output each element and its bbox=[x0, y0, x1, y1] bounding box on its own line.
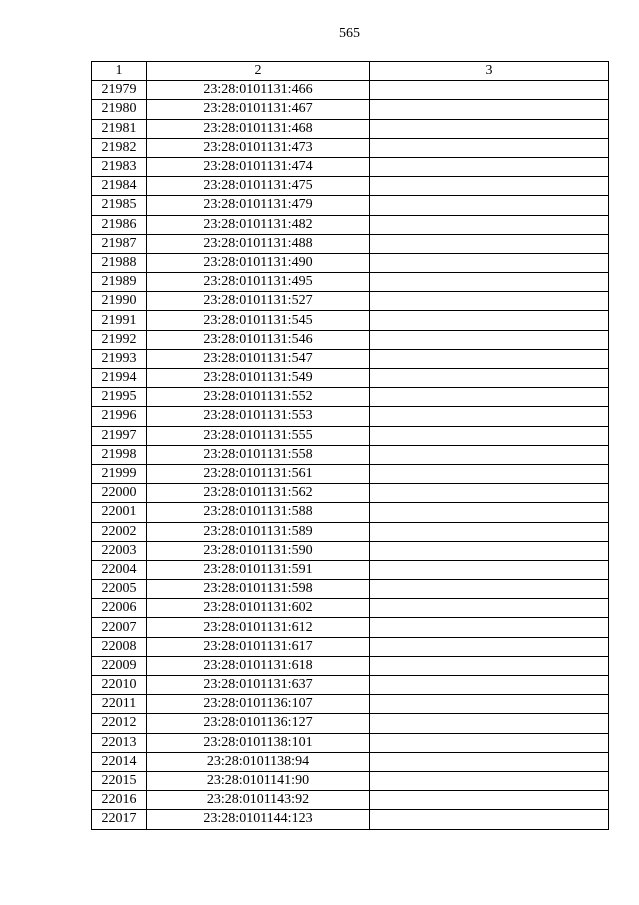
row-number-cell: 21986 bbox=[92, 215, 147, 234]
note-cell bbox=[370, 637, 609, 656]
note-cell bbox=[370, 157, 609, 176]
table-row bbox=[92, 637, 609, 656]
cadastral-number-cell: 23:28:0101131:618 bbox=[147, 656, 370, 675]
note-cell bbox=[370, 733, 609, 752]
table-row bbox=[92, 733, 609, 752]
cadastral-number-cell: 23:28:0101131:588 bbox=[147, 503, 370, 522]
note-cell bbox=[370, 369, 609, 388]
table-row bbox=[92, 119, 609, 138]
table-row bbox=[92, 560, 609, 579]
table-row bbox=[92, 215, 609, 234]
row-number-cell: 21995 bbox=[92, 388, 147, 407]
cadastral-number-cell: 23:28:0101136:127 bbox=[147, 714, 370, 733]
table-row bbox=[92, 810, 609, 829]
row-number-cell: 22000 bbox=[92, 484, 147, 503]
table-row bbox=[92, 618, 609, 637]
table-row bbox=[92, 196, 609, 215]
cadastral-number-cell: 23:28:0101131:558 bbox=[147, 445, 370, 464]
cadastral-number-cell: 23:28:0101131:475 bbox=[147, 177, 370, 196]
row-number-cell: 22007 bbox=[92, 618, 147, 637]
row-number-cell: 22002 bbox=[92, 522, 147, 541]
row-number-cell: 21991 bbox=[92, 311, 147, 330]
note-cell bbox=[370, 445, 609, 464]
note-cell bbox=[370, 676, 609, 695]
header-row bbox=[92, 62, 609, 81]
row-number-cell: 21983 bbox=[92, 157, 147, 176]
table-row bbox=[92, 791, 609, 810]
table-row bbox=[92, 311, 609, 330]
cadastral-number-cell: 23:28:0101131:545 bbox=[147, 311, 370, 330]
note-cell bbox=[370, 234, 609, 253]
note-cell bbox=[370, 580, 609, 599]
table-row bbox=[92, 81, 609, 100]
note-cell bbox=[370, 714, 609, 733]
row-number-cell: 22009 bbox=[92, 656, 147, 675]
cadastral-number-cell: 23:28:0101131:467 bbox=[147, 100, 370, 119]
table-row bbox=[92, 292, 609, 311]
table-body bbox=[92, 81, 609, 829]
table-row bbox=[92, 484, 609, 503]
note-cell bbox=[370, 81, 609, 100]
note-cell bbox=[370, 119, 609, 138]
note-cell bbox=[370, 771, 609, 790]
cadastral-number-cell: 23:28:0101131:546 bbox=[147, 330, 370, 349]
note-cell bbox=[370, 656, 609, 675]
cadastral-number-cell: 23:28:0101131:589 bbox=[147, 522, 370, 541]
note-cell bbox=[370, 407, 609, 426]
row-number-cell: 22015 bbox=[92, 771, 147, 790]
note-cell bbox=[370, 349, 609, 368]
row-number-cell: 21985 bbox=[92, 196, 147, 215]
row-number-cell: 21984 bbox=[92, 177, 147, 196]
table-row bbox=[92, 426, 609, 445]
table-row bbox=[92, 771, 609, 790]
cadastral-number-cell: 23:28:0101131:561 bbox=[147, 464, 370, 483]
table-row bbox=[92, 349, 609, 368]
note-cell bbox=[370, 177, 609, 196]
row-number-cell: 22005 bbox=[92, 580, 147, 599]
cadastral-number-cell: 23:28:0101131:598 bbox=[147, 580, 370, 599]
table-row bbox=[92, 138, 609, 157]
table-row bbox=[92, 407, 609, 426]
note-cell bbox=[370, 503, 609, 522]
cadastral-number-cell: 23:28:0101131:555 bbox=[147, 426, 370, 445]
cadastral-number-cell: 23:28:0101143:92 bbox=[147, 791, 370, 810]
row-number-cell: 22004 bbox=[92, 560, 147, 579]
row-number-cell: 21990 bbox=[92, 292, 147, 311]
table-row bbox=[92, 253, 609, 272]
table-row bbox=[92, 599, 609, 618]
cadastral-number-cell: 23:28:0101138:101 bbox=[147, 733, 370, 752]
row-number-cell: 21987 bbox=[92, 234, 147, 253]
cadastral-number-cell: 23:28:0101131:602 bbox=[147, 599, 370, 618]
row-number-cell: 22013 bbox=[92, 733, 147, 752]
table-row bbox=[92, 522, 609, 541]
cadastral-number-cell: 23:28:0101141:90 bbox=[147, 771, 370, 790]
cadastral-number-cell: 23:28:0101131:466 bbox=[147, 81, 370, 100]
table-row bbox=[92, 388, 609, 407]
row-number-cell: 21992 bbox=[92, 330, 147, 349]
cadastral-number-cell: 23:28:0101131:562 bbox=[147, 484, 370, 503]
table-row bbox=[92, 445, 609, 464]
row-number-cell: 22017 bbox=[92, 810, 147, 829]
cadastral-number-cell: 23:28:0101131:527 bbox=[147, 292, 370, 311]
header-cell-1: 1 bbox=[92, 62, 147, 81]
table-row bbox=[92, 157, 609, 176]
row-number-cell: 21998 bbox=[92, 445, 147, 464]
cadastral-number-cell: 23:28:0101131:612 bbox=[147, 618, 370, 637]
note-cell bbox=[370, 196, 609, 215]
row-number-cell: 21988 bbox=[92, 253, 147, 272]
row-number-cell: 22016 bbox=[92, 791, 147, 810]
table-row bbox=[92, 714, 609, 733]
note-cell bbox=[370, 695, 609, 714]
cadastral-number-cell: 23:28:0101131:490 bbox=[147, 253, 370, 272]
note-cell bbox=[370, 752, 609, 771]
row-number-cell: 21993 bbox=[92, 349, 147, 368]
note-cell bbox=[370, 618, 609, 637]
table-row bbox=[92, 234, 609, 253]
cadastral-number-cell: 23:28:0101138:94 bbox=[147, 752, 370, 771]
cadastral-number-cell: 23:28:0101131:473 bbox=[147, 138, 370, 157]
register-table bbox=[91, 61, 609, 830]
row-number-cell: 21981 bbox=[92, 119, 147, 138]
cadastral-number-cell: 23:28:0101131:474 bbox=[147, 157, 370, 176]
cadastral-number-cell: 23:28:0101131:590 bbox=[147, 541, 370, 560]
table-row bbox=[92, 752, 609, 771]
row-number-cell: 21982 bbox=[92, 138, 147, 157]
table-row bbox=[92, 695, 609, 714]
note-cell bbox=[370, 810, 609, 829]
cadastral-number-cell: 23:28:0101131:553 bbox=[147, 407, 370, 426]
table-row bbox=[92, 656, 609, 675]
row-number-cell: 21980 bbox=[92, 100, 147, 119]
table-row bbox=[92, 676, 609, 695]
note-cell bbox=[370, 100, 609, 119]
row-number-cell: 21989 bbox=[92, 273, 147, 292]
cadastral-number-cell: 23:28:0101131:482 bbox=[147, 215, 370, 234]
table-row bbox=[92, 273, 609, 292]
note-cell bbox=[370, 560, 609, 579]
table-row bbox=[92, 541, 609, 560]
table-row bbox=[92, 580, 609, 599]
table-row bbox=[92, 369, 609, 388]
note-cell bbox=[370, 330, 609, 349]
note-cell bbox=[370, 253, 609, 272]
table-row bbox=[92, 100, 609, 119]
header-cell-2: 2 bbox=[147, 62, 370, 81]
cadastral-number-cell: 23:28:0101131:549 bbox=[147, 369, 370, 388]
row-number-cell: 21979 bbox=[92, 81, 147, 100]
note-cell bbox=[370, 215, 609, 234]
cadastral-number-cell: 23:28:0101131:591 bbox=[147, 560, 370, 579]
row-number-cell: 22010 bbox=[92, 676, 147, 695]
table-row bbox=[92, 503, 609, 522]
note-cell bbox=[370, 388, 609, 407]
row-number-cell: 22011 bbox=[92, 695, 147, 714]
cadastral-number-cell: 23:28:0101144:123 bbox=[147, 810, 370, 829]
cadastral-number-cell: 23:28:0101131:637 bbox=[147, 676, 370, 695]
table-row bbox=[92, 464, 609, 483]
note-cell bbox=[370, 541, 609, 560]
table-row bbox=[92, 177, 609, 196]
header-cell-3: 3 bbox=[370, 62, 609, 81]
table-row bbox=[92, 330, 609, 349]
note-cell bbox=[370, 292, 609, 311]
row-number-cell: 22012 bbox=[92, 714, 147, 733]
row-number-cell: 21999 bbox=[92, 464, 147, 483]
note-cell bbox=[370, 138, 609, 157]
note-cell bbox=[370, 522, 609, 541]
row-number-cell: 22006 bbox=[92, 599, 147, 618]
row-number-cell: 22014 bbox=[92, 752, 147, 771]
note-cell bbox=[370, 273, 609, 292]
cadastral-number-cell: 23:28:0101131:617 bbox=[147, 637, 370, 656]
row-number-cell: 21997 bbox=[92, 426, 147, 445]
note-cell bbox=[370, 311, 609, 330]
row-number-cell: 22003 bbox=[92, 541, 147, 560]
row-number-cell: 21996 bbox=[92, 407, 147, 426]
note-cell bbox=[370, 484, 609, 503]
cadastral-number-cell: 23:28:0101131:488 bbox=[147, 234, 370, 253]
cadastral-number-cell: 23:28:0101131:547 bbox=[147, 349, 370, 368]
cadastral-number-cell: 23:28:0101131:479 bbox=[147, 196, 370, 215]
row-number-cell: 21994 bbox=[92, 369, 147, 388]
note-cell bbox=[370, 426, 609, 445]
cadastral-number-cell: 23:28:0101131:468 bbox=[147, 119, 370, 138]
note-cell bbox=[370, 791, 609, 810]
cadastral-number-cell: 23:28:0101136:107 bbox=[147, 695, 370, 714]
note-cell bbox=[370, 599, 609, 618]
page-number: 565 bbox=[339, 26, 360, 41]
cadastral-number-cell: 23:28:0101131:552 bbox=[147, 388, 370, 407]
row-number-cell: 22001 bbox=[92, 503, 147, 522]
cadastral-number-cell: 23:28:0101131:495 bbox=[147, 273, 370, 292]
note-cell bbox=[370, 464, 609, 483]
table-header bbox=[92, 62, 609, 81]
row-number-cell: 22008 bbox=[92, 637, 147, 656]
